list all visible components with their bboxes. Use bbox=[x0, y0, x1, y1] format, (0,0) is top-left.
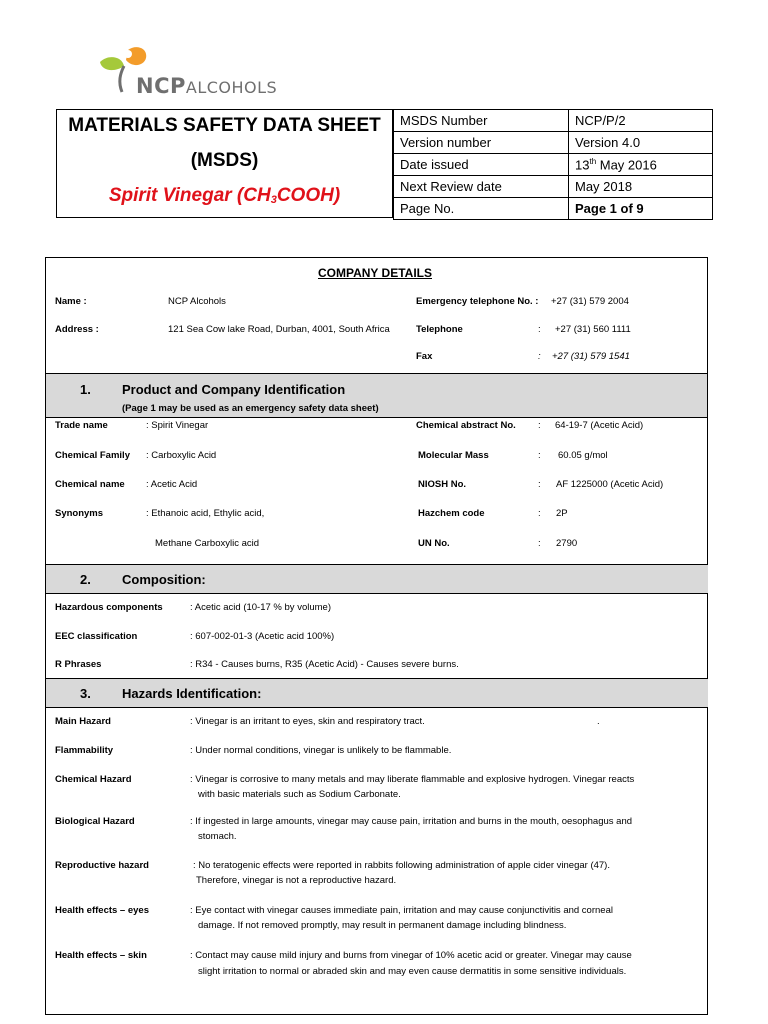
hazchem-value: 2P bbox=[556, 508, 568, 519]
main-hazard-dot: . bbox=[597, 716, 600, 727]
chemical-family-value: : Carboxylic Acid bbox=[146, 450, 217, 461]
molecular-mass-value: 60.05 g/mol bbox=[558, 450, 608, 461]
r-phrases-label: R Phrases bbox=[55, 659, 102, 670]
niosh-colon: : bbox=[538, 479, 541, 490]
section-1-title: Product and Company Identification bbox=[122, 382, 346, 397]
reproductive-hazard-line2: Therefore, vinegar is not a reproductive hazard. bbox=[196, 875, 397, 886]
cas-label: Chemical abstract No. bbox=[416, 420, 516, 431]
hazardous-components-value: : Acetic acid (10-17 % by volume) bbox=[190, 602, 331, 613]
biological-hazard-line1: : If ingested in large amounts, vinegar may cause pain, irritation and burns in the mouth, oesophagus and bbox=[190, 816, 633, 827]
health-eyes-line2: damage. If not removed promptly, may result in permanent damage including blindness. bbox=[198, 920, 567, 931]
content-box bbox=[45, 257, 708, 1015]
eec-classification-label: EEC classification bbox=[55, 631, 138, 642]
eec-classification-value: : 607-002-01-3 (Acetic acid 100%) bbox=[190, 631, 335, 642]
document-abbrev: (MSDS) bbox=[190, 150, 259, 171]
document-title: MATERIALS SAFETY DATA SHEET bbox=[68, 115, 381, 136]
cas-value: 64-19-7 (Acetic Acid) bbox=[555, 420, 644, 431]
telephone-colon: : bbox=[538, 324, 541, 335]
section-1-note: (Page 1 may be used as an emergency safety data sheet) bbox=[122, 403, 379, 414]
address-value: 121 Sea Cow lake Road, Durban, 4001, South Africa bbox=[168, 324, 390, 335]
section-3-title: Hazards Identification: bbox=[122, 686, 262, 701]
name-value: NCP Alcohols bbox=[168, 296, 226, 307]
name-label: Name : bbox=[55, 296, 87, 307]
fax-label: Fax bbox=[416, 351, 433, 362]
synonyms-label: Synonyms bbox=[55, 508, 104, 519]
reproductive-hazard-label: Reproductive hazard bbox=[55, 860, 149, 871]
synonyms-value-2: Methane Carboxylic acid bbox=[155, 538, 260, 549]
logo-green-leaf bbox=[100, 57, 124, 70]
hazchem-colon: : bbox=[538, 508, 541, 519]
r-phrases-value: : R34 - Causes burns, R35 (Acetic Acid) - Causes severe burns. bbox=[190, 659, 459, 670]
section-3-number: 3. bbox=[80, 686, 91, 701]
meta-row: MSDS Number NCP/P/2 bbox=[394, 110, 713, 132]
emergency-phone-value: +27 (31) 579 2004 bbox=[551, 296, 629, 307]
niosh-value: AF 1225000 (Acetic Acid) bbox=[556, 479, 664, 490]
molecular-mass-label: Molecular Mass bbox=[418, 450, 489, 461]
flammability-label: Flammability bbox=[55, 745, 114, 756]
product-name: Spirit Vinegar $(CH_3COOH)$ bbox=[108, 185, 341, 206]
chemical-hazard-label: Chemical Hazard bbox=[55, 774, 132, 785]
synonyms-value: : Ethanoic acid, Ethylic acid, bbox=[146, 508, 265, 519]
address-label: Address : bbox=[55, 324, 99, 335]
title-block bbox=[56, 109, 393, 218]
main-hazard-value: : Vinegar is an irritant to eyes, skin and respiratory tract. bbox=[190, 716, 425, 727]
biological-hazard-line2: stomach. bbox=[198, 831, 237, 842]
health-eyes-label: Health effects – eyes bbox=[55, 905, 149, 916]
meta-row: Date issued 13th May 2016 bbox=[394, 154, 713, 176]
chemical-name-label: Chemical name bbox=[55, 479, 125, 490]
health-skin-line2: slight irritation to normal or abraded skin and may even cause dermatitis in some sensitive individuals. bbox=[198, 966, 627, 977]
molecular-mass-colon: : bbox=[538, 450, 541, 461]
trade-name-value: : Spirit Vinegar bbox=[146, 420, 209, 431]
un-label: UN No. bbox=[418, 538, 450, 549]
chemical-family-label: Chemical Family bbox=[55, 450, 130, 461]
meta-row: Version number Version 4.0 bbox=[394, 132, 713, 154]
chemical-hazard-line1: : Vinegar is corrosive to many metals and may liberate flammable and explosive hydrogen. Vinegar reacts bbox=[190, 774, 635, 785]
telephone-label: Telephone bbox=[416, 324, 463, 335]
health-eyes-line1: : Eye contact with vinegar causes immediate pain, irritation and may cause conjunctivitis and corneal bbox=[190, 905, 613, 916]
fax-value: +27 (31) 579 1541 bbox=[552, 351, 630, 362]
hazardous-components-label: Hazardous components bbox=[55, 602, 163, 613]
emergency-phone-label: Emergency telephone No. : bbox=[416, 296, 539, 307]
fax-colon: : bbox=[538, 351, 541, 362]
biological-hazard-label: Biological Hazard bbox=[55, 816, 135, 827]
hazchem-label: Hazchem code bbox=[418, 508, 485, 519]
chemical-hazard-line2: with basic materials such as Sodium Carbonate. bbox=[198, 789, 401, 800]
reproductive-hazard-line1: : No teratogenic effects were reported in rabbits following administration of apple cider vinegar (47). bbox=[193, 860, 610, 871]
un-value: 2790 bbox=[556, 538, 578, 549]
cas-colon: : bbox=[538, 420, 541, 431]
section-1-number: 1. bbox=[80, 382, 91, 397]
section-2-number: 2. bbox=[80, 572, 91, 587]
un-colon: : bbox=[538, 538, 541, 549]
meta-row: Next Review date May 2018 bbox=[394, 176, 713, 198]
flammability-value: : Under normal conditions, vinegar is unlikely to be flammable. bbox=[190, 745, 452, 756]
main-hazard-label: Main Hazard bbox=[55, 716, 111, 727]
telephone-value: +27 (31) 560 1111 bbox=[555, 324, 631, 335]
health-skin-label: Health effects – skin bbox=[55, 950, 147, 961]
chemical-name-value: : Acetic Acid bbox=[146, 479, 198, 490]
health-skin-line1: : Contact may cause mild injury and burns from vinegar of 10% acetic acid or greater. Vinegar may cause bbox=[190, 950, 632, 961]
logo-wordmark: NCPALCOHOLS bbox=[136, 74, 278, 98]
document-meta-table bbox=[393, 109, 713, 220]
company-details-heading: COMPANY DETAILS bbox=[317, 266, 432, 280]
meta-row: Page No. Page 1 of 9 bbox=[394, 198, 713, 220]
section-2-title: Composition: bbox=[122, 572, 206, 587]
niosh-label: NIOSH No. bbox=[418, 479, 467, 490]
trade-name-label: Trade name bbox=[55, 420, 108, 431]
